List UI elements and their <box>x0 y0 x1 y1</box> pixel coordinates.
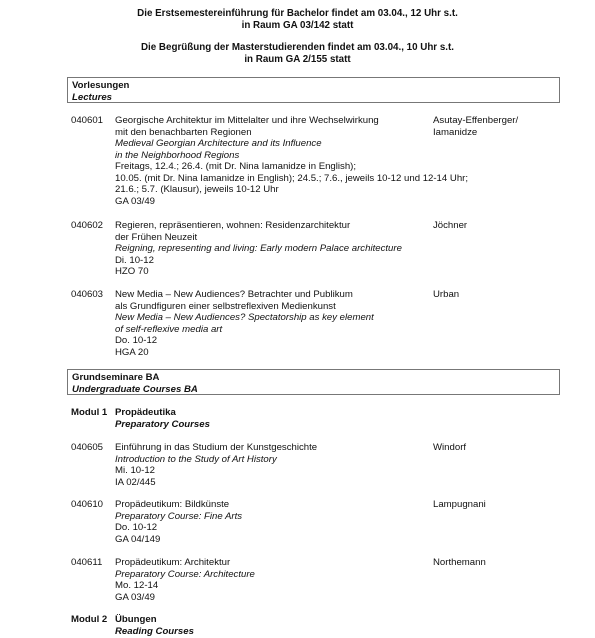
module-title-en: Preparatory Courses <box>115 419 210 430</box>
course-title-de: Regieren, repräsentieren, wohnen: Residenzarchitektur <box>115 220 351 231</box>
course-schedule: 21.6.; 5.7. (Klausur), jeweils 10-12 Uhr <box>115 184 279 195</box>
section-title-en: Lectures <box>72 91 112 103</box>
master-welcome-notice <box>60 42 535 65</box>
lecturer-name: Windorf <box>433 442 467 453</box>
lecturer-name: Iamanidze <box>433 126 478 138</box>
course-room: HGA 20 <box>115 346 149 358</box>
course-lecturer <box>433 289 563 301</box>
course-lecturer <box>433 499 563 511</box>
module-title-en: Reading Courses <box>115 626 194 637</box>
course-schedule: Do. 10-12 <box>115 522 158 533</box>
course-number: 040601 <box>71 115 104 126</box>
course-title-en: Preparatory Course: Fine Arts <box>115 510 243 522</box>
bachelor-orientation-notice <box>60 8 535 31</box>
module-label: Modul 2 <box>71 614 108 625</box>
course-title-de: der Frühen Neuzeit <box>115 231 198 243</box>
section-title: Grundseminare BA <box>72 372 160 383</box>
course-title-de: Einführung in das Studium der Kunstgeschichte <box>115 442 318 453</box>
course-schedule: Mi. 10-12 <box>115 465 155 476</box>
course-number: 040603 <box>71 289 104 300</box>
course-number: 040605 <box>71 442 104 453</box>
section-title: Vorlesungen <box>72 80 130 91</box>
course-title-en: in the Neighborhood Regions <box>115 149 240 161</box>
lecturer-name: Northemann <box>433 557 486 568</box>
course-schedule: Mo. 12-14 <box>115 580 159 591</box>
course-schedule: Di. 10-12 <box>115 254 154 266</box>
course-lecturer <box>433 442 563 454</box>
lecturer-name: Jöchner <box>433 220 468 231</box>
course-lecturer <box>433 557 563 569</box>
course-schedule: Do. 10-12 <box>115 335 158 346</box>
course-room: HZO 70 <box>115 266 149 277</box>
module-label: Modul 1 <box>71 407 108 418</box>
section-header-grundseminare <box>67 369 560 395</box>
notice-line: Die Erstsemestereinführung für Bachelor findet am 03.04., 12 Uhr s.t. <box>137 8 458 19</box>
course-title-de: Georgische Architektur im Mittelalter und ihre Wechselwirkung <box>115 115 379 126</box>
course-title-en: Medieval Georgian Architecture and its Influence <box>115 138 322 149</box>
course-room: GA 04/149 <box>115 533 161 545</box>
course-number: 040602 <box>71 220 104 231</box>
lecturer-name: Asutay-Effenberger/ <box>433 115 519 126</box>
course-title-de: Propädeutikum: Bildkünste <box>115 499 230 510</box>
course-number: 040610 <box>71 499 104 510</box>
course-room: GA 03/49 <box>115 591 156 603</box>
course-room: GA 03/49 <box>115 195 156 207</box>
course-title-de: als Grundfiguren einer selbstreflexiven Medienkunst <box>115 300 336 312</box>
lecturer-name: Lampugnani <box>433 499 486 510</box>
notice-line: in Raum GA 2/155 statt <box>244 53 351 65</box>
lecturer-name: Urban <box>433 289 460 300</box>
section-title-en: Undergraduate Courses BA <box>72 383 198 395</box>
module-title: Übungen <box>115 614 157 625</box>
course-lecturer <box>433 220 563 232</box>
course-number: 040611 <box>71 557 103 568</box>
module-title: Propädeutika <box>115 407 176 418</box>
notice-line: in Raum GA 03/142 statt <box>241 19 354 31</box>
course-lecturer <box>433 115 563 138</box>
section-header-lectures <box>67 77 560 103</box>
course-schedule: 10.05. (mit Dr. Nina Iamanidze in English); 24.5.; 7.6., jeweils 10-12 und 12-14 Uhr; <box>115 172 469 184</box>
course-title-de: mit den benachbarten Regionen <box>115 126 252 138</box>
notice-line: Die Begrüßung der Masterstudierenden findet am 03.04., 10 Uhr s.t. <box>140 42 455 53</box>
course-title-de: New Media – New Audiences? Betrachter und Publikum <box>115 289 353 300</box>
course-title-en: Preparatory Course: Architecture <box>115 568 255 580</box>
course-title-de: Propädeutikum: Architektur <box>115 557 231 568</box>
course-title-en: of self-reflexive media art <box>115 323 223 335</box>
course-title-en: Introduction to the Study of Art History <box>115 453 277 465</box>
course-schedule: Freitags, 12.4.; 26.4. (mit Dr. Nina Iamanidze in English); <box>115 161 357 172</box>
course-room: IA 02/445 <box>115 476 156 488</box>
course-title-en: Reigning, representing and living: Early modern Palace architecture <box>115 243 402 254</box>
course-title-en: New Media – New Audiences? Spectatorship as key element <box>115 312 374 323</box>
